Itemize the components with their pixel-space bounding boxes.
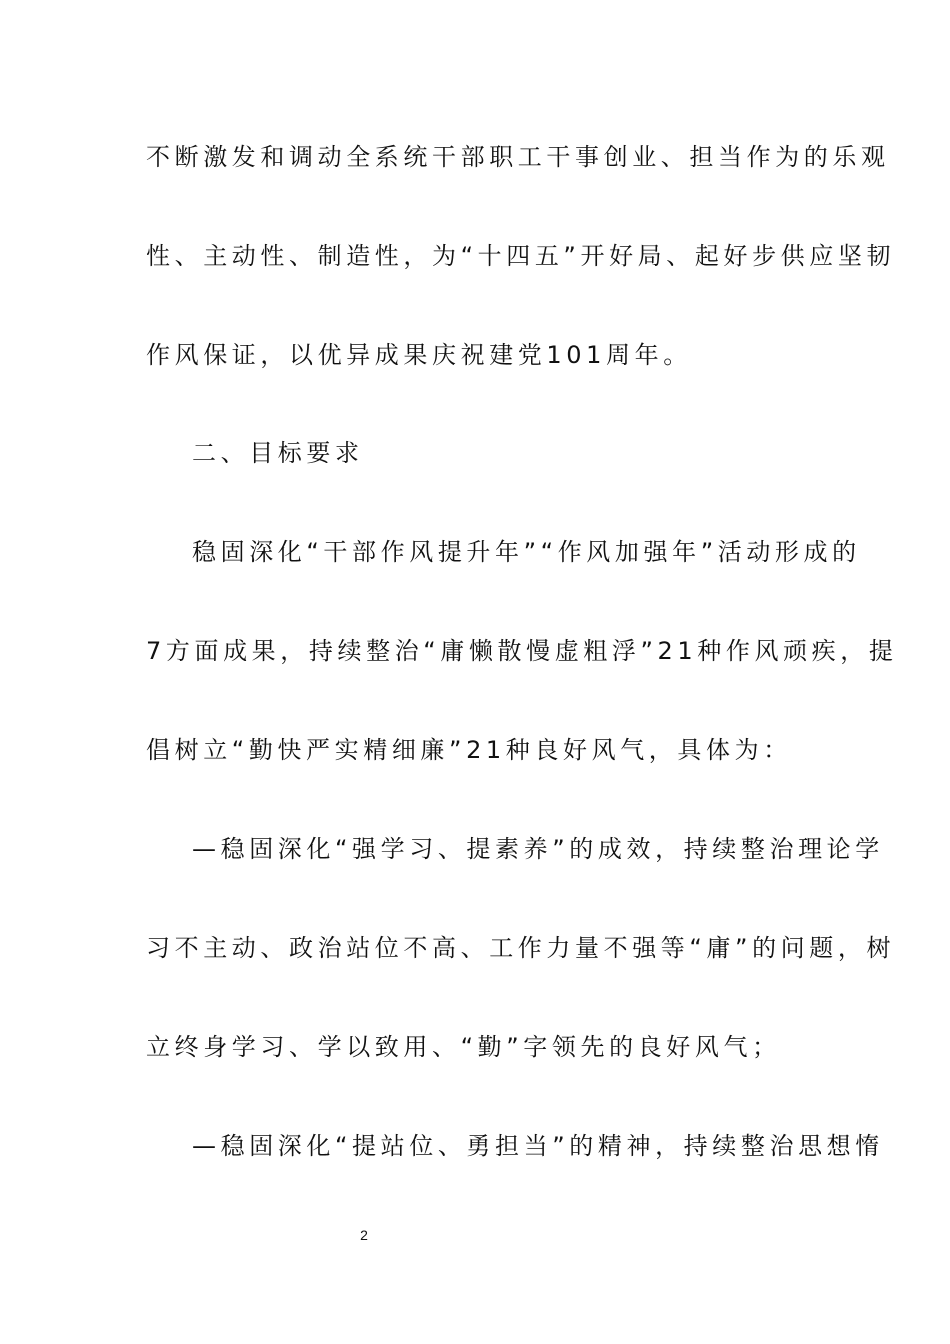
section-heading: 二、目标要求 xyxy=(192,439,364,467)
body-text-line-6: 7方面成果，持续整治“庸懒散慢虚粗浮”21种作风顽疾，提 xyxy=(146,637,898,665)
body-text-line-1: 不断激发和调动全系统干部职工干事创业、担当作为的乐观 xyxy=(146,143,890,171)
body-text-line-2: 性、主动性、制造性，为“十四五”开好局、起好步供应坚韧 xyxy=(146,242,896,270)
body-text-line-11: —稳固深化“提站位、勇担当”的精神，持续整治思想惰 xyxy=(192,1132,884,1160)
body-text-line-7: 倡树立“勤快严实精细廉”21种良好风气，具体为： xyxy=(146,736,792,764)
page-number: 2 xyxy=(360,1227,368,1243)
body-text-line-5: 稳固深化“干部作风提升年”“作风加强年”活动形成的 xyxy=(192,538,861,566)
body-text-line-10: 立终身学习、学以致用、“勤”字领先的良好风气； xyxy=(146,1033,781,1061)
body-text-line-8: —稳固深化“强学习、提素养”的成效，持续整治理论学 xyxy=(192,835,884,863)
body-text-line-3: 作风保证，以优异成果庆祝建党101周年。 xyxy=(146,341,692,369)
body-text-line-9: 习不主动、政治站位不高、工作力量不强等“庸”的问题，树 xyxy=(146,934,896,962)
